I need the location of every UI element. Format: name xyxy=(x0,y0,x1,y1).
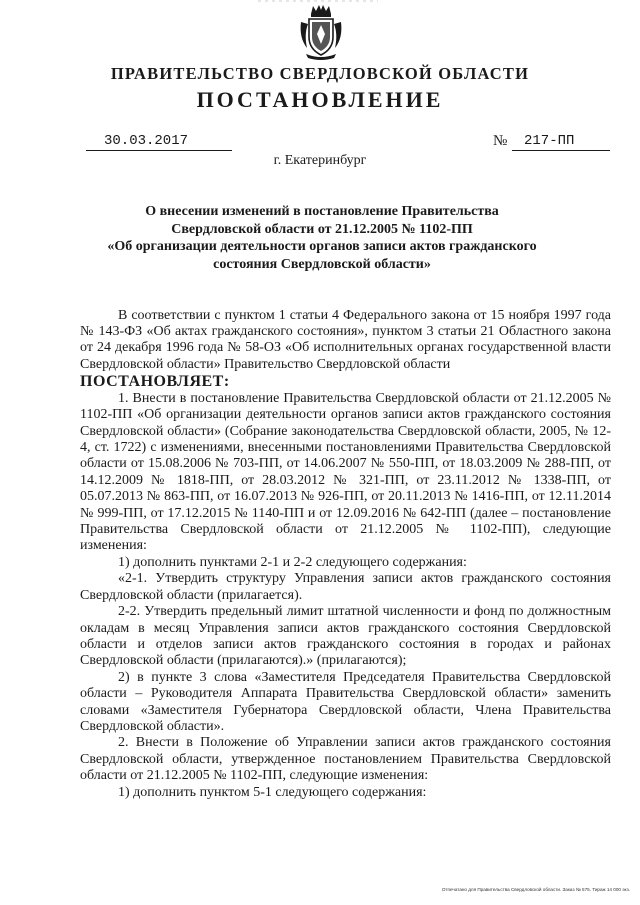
document-subject xyxy=(80,203,564,273)
body-paragraph: 2) в пункте 3 слова «Заместителя Председателя Правительства Свердловской области – Руководителя Аппарата Правительства Свердловской области» заменить словами «Заместителя Губернатора Свердловской области, Члена Правительства Свердловской области». xyxy=(80,669,611,734)
body-paragraph: 1. Внести в постановление Правительства Свердловской области от 21.12.2005 № 1102-ПП «Об организации деятельности органов записи актов гражданского состояния Свердловской области» (Собрание законодательства Свердловской области, 2005, № 12-4, ст. 1722) с изменениями, внесенными постановлениями Правительства Свердловской области от 15.08.2006 № 703-ПП, от 14.06.2007 № 550-ПП, от 18.03.2009 № 288-ПП, от 14.12.2009 № 1818-ПП, от 28.03.2012 № 321-ПП, от 23.11.2012 № 1338-ПП, от 05.07.2013 № 863-ПП, от 16.07.2013 № 926-ПП, от 20.11.2013 № 1416-ПП, от 12.11.2014 № 999-ПП, от 17.12.2015 № 1140-ПП и от 12.09.2016 № 642-ПП (далее – постановление Правительства Свердловской области от 21.12.2005 № 1102-ПП), следующие изменения: xyxy=(80,390,611,554)
document-number: 217-ПП xyxy=(512,133,610,151)
document-kind: ПОСТАНОВЛЕНИЕ xyxy=(196,87,444,112)
resolves-heading: ПОСТАНОВЛЯЕТ: xyxy=(80,372,230,390)
subject-line: состояния Свердловской области» xyxy=(213,256,431,272)
subject-line: Свердловской области от 21.12.2005 № 1102-ПП xyxy=(171,221,473,237)
body-paragraph: 1) дополнить пунктами 2-1 и 2-2 следующего содержания: xyxy=(118,554,467,570)
city: г. Екатеринбург xyxy=(273,153,367,168)
body-paragraph: 2-2. Утвердить предельный лимит штатной численности и фонд по должностным окладам в месяц Управления записи актов гражданского состояния Свердловской области и отделов записи актов гражданского состояния в городах и районах Свердловской области (прилагаются).» (прилагаются); xyxy=(80,604,611,669)
government-title: ПРАВИТЕЛЬСТВО СВЕРДЛОВСКОЙ ОБЛАСТИ xyxy=(110,64,530,83)
document-body xyxy=(80,308,611,801)
body-paragraph: «2-1. Утвердить структуру Управления записи актов гражданского состояния Свердловской области (прилагается). xyxy=(80,571,611,603)
body-paragraph: 2. Внести в Положение об Управлении записи актов гражданского состояния Свердловской области, утвержденное постановлением Правительства Свердловской области от 21.12.2005 № 1102-ПП, следующие изменения: xyxy=(80,735,611,784)
print-footer: Отпечатано для Правительства Свердловской области. Заказ № 575. Тираж 14 000 экз. xyxy=(441,887,630,892)
subject-line: О внесении изменений в постановление Правительства xyxy=(145,204,499,219)
scan-artifact xyxy=(258,0,378,3)
number-label: № xyxy=(493,133,508,149)
coat-of-arms-icon xyxy=(298,4,344,60)
subject-line: «Об организации деятельности органов записи актов гражданского xyxy=(107,239,537,254)
document-date: 30.03.2017 xyxy=(86,133,232,151)
intro-paragraph: В соответствии с пунктом 1 статьи 4 Федерального закона от 15 ноября 1997 года № 143-ФЗ «Об актах гражданского состояния», пунктом 3 статьи 21 Областного закона от 24 декабря 1996 года № 58-ОЗ «Об исполнительных органах государственной власти Свердловской области» Правительство Свердловской области xyxy=(80,308,611,372)
body-paragraph: 1) дополнить пунктом 5-1 следующего содержания: xyxy=(118,784,427,800)
